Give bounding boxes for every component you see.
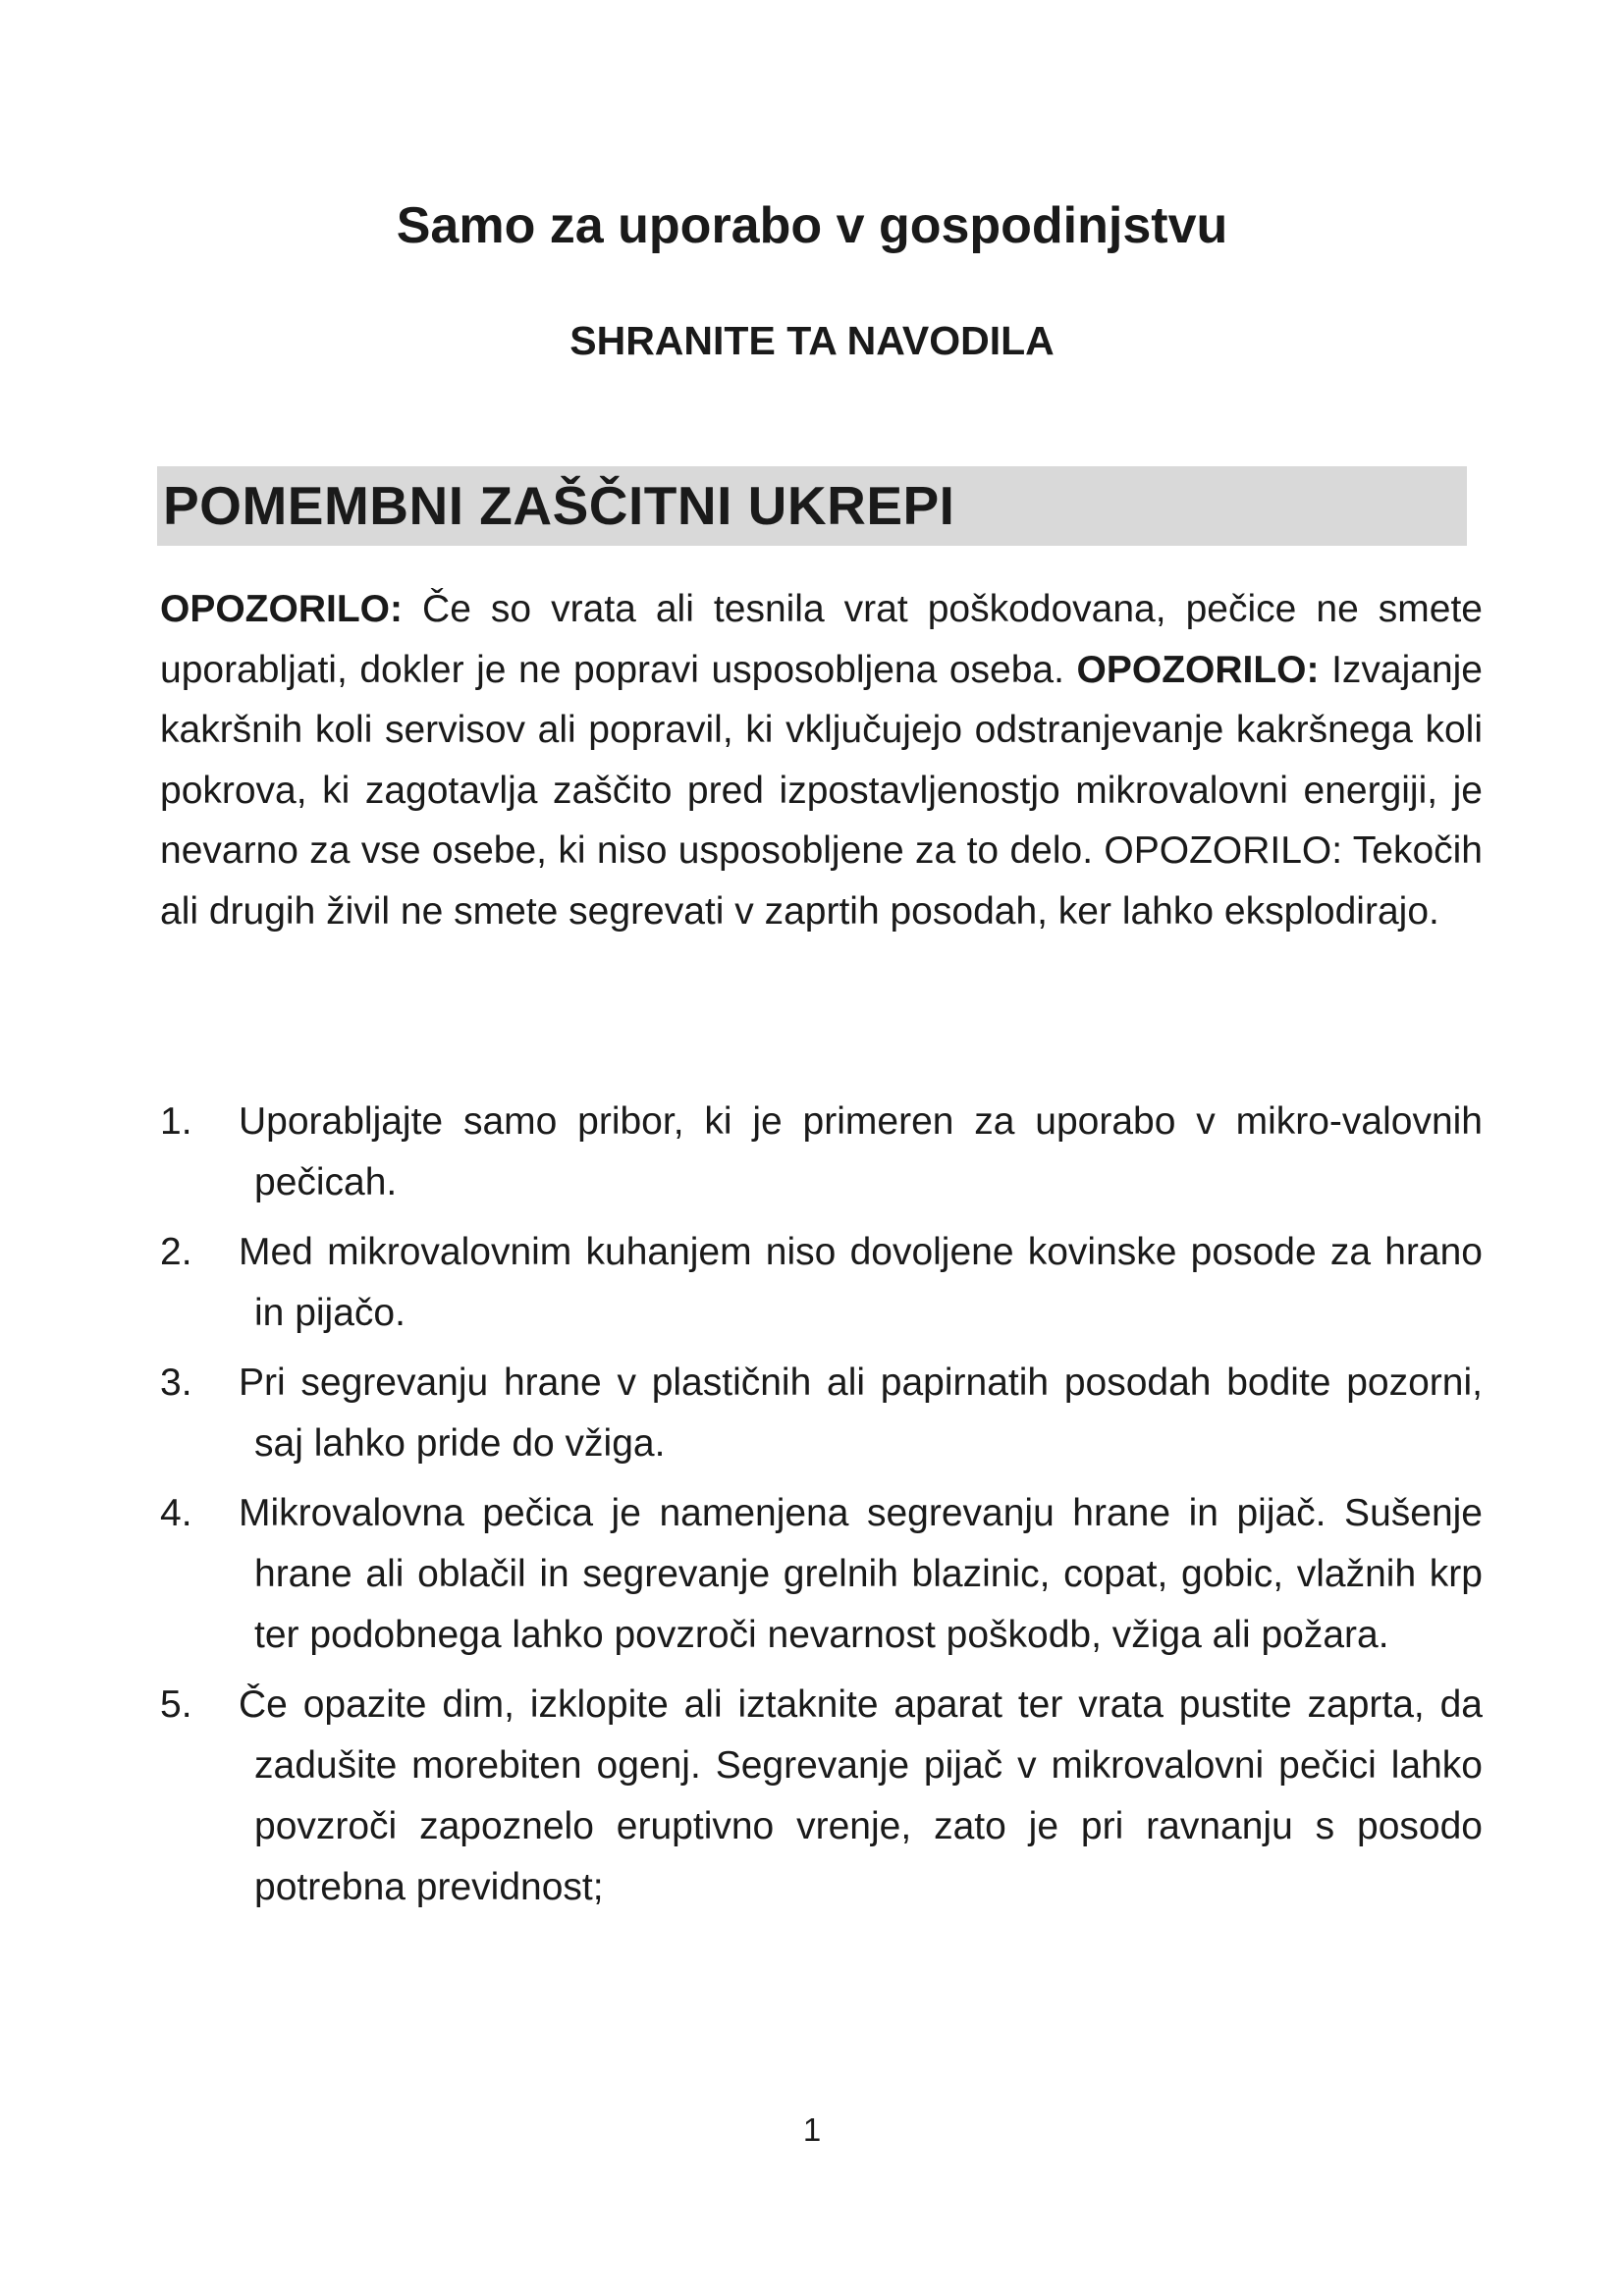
section-header	[157, 466, 1467, 546]
list-item-text: Pri segrevanju hrane v plastičnih ali papirnatih posodah bodite pozorni, saj lahko pride do vžiga.	[239, 1362, 1483, 1465]
list-item-text: Mikrovalovna pečica je namenjena segrevanju hrane in pijač. Sušenje hrane ali oblačil in segrevanje grelnih blazinic, copat, gobic, vlažnih krp ter podobnega lahko povzroči nevarnost poškodb, vžiga ali požara.	[239, 1492, 1483, 1656]
safety-list	[160, 1092, 1483, 1927]
list-item	[160, 1483, 1483, 1666]
list-item	[160, 1675, 1483, 1918]
warning-label: OPOZORILO:	[160, 588, 403, 630]
list-item-number: 1.	[160, 1100, 192, 1143]
warnings-paragraph	[160, 579, 1483, 941]
warning-label: OPOZORILO:	[1076, 648, 1320, 691]
list-item-text: Uporabljajte samo pribor, ki je primeren za uporabo v mikro-valovnih pečicah.	[239, 1100, 1483, 1203]
list-item	[160, 1092, 1483, 1213]
list-item-text: Če opazite dim, izklopite ali iztaknite aparat ter vrata pustite zaprta, da zadušite morebiten ogenj. Segrevanje pijač v mikrovalovni pečici lahko povzroči zapoznelo eruptivno vrenje, zato je pri ravnanju s posodo potrebna previdnost;	[239, 1683, 1483, 1908]
warning-text: Izvajanje kakršnih koli servisov ali popravil, ki vključujejo odstranjevanje kakršnega koli pokrova, ki zagotavlja zaščito pred izpostavljenostjo mikrovalovni energiji, je nevarno za vse osebe, ki niso usposobljene za to delo. OPOZORILO: Tekočih ali drugih živil ne smete segrevati v zaprtih posodah, ker lahko eksplodirajo.	[160, 648, 1483, 933]
warning-text: Če so vrata ali tesnila vrat poškodovana, pečice ne smete uporabljati, dokler je ne popravi usposobljena oseba.	[160, 588, 1483, 691]
page-subtitle: SHRANITE TA NAVODILA	[569, 318, 1055, 363]
list-item-number: 4.	[160, 1492, 192, 1534]
section-heading: POMEMBNI ZAŠČITNI UKREPI	[163, 475, 955, 536]
list-item-number: 3.	[160, 1362, 192, 1404]
list-item-number: 5.	[160, 1683, 192, 1726]
list-item	[160, 1353, 1483, 1474]
page-title: Samo za uporabo v gospodinjstvu	[396, 197, 1228, 254]
page-number: 1	[802, 2111, 822, 2148]
list-item-text: Med mikrovalovnim kuhanjem niso dovoljene kovinske posode za hrano in pijačo.	[239, 1231, 1483, 1334]
list-item	[160, 1222, 1483, 1344]
list-item-number: 2.	[160, 1231, 192, 1273]
